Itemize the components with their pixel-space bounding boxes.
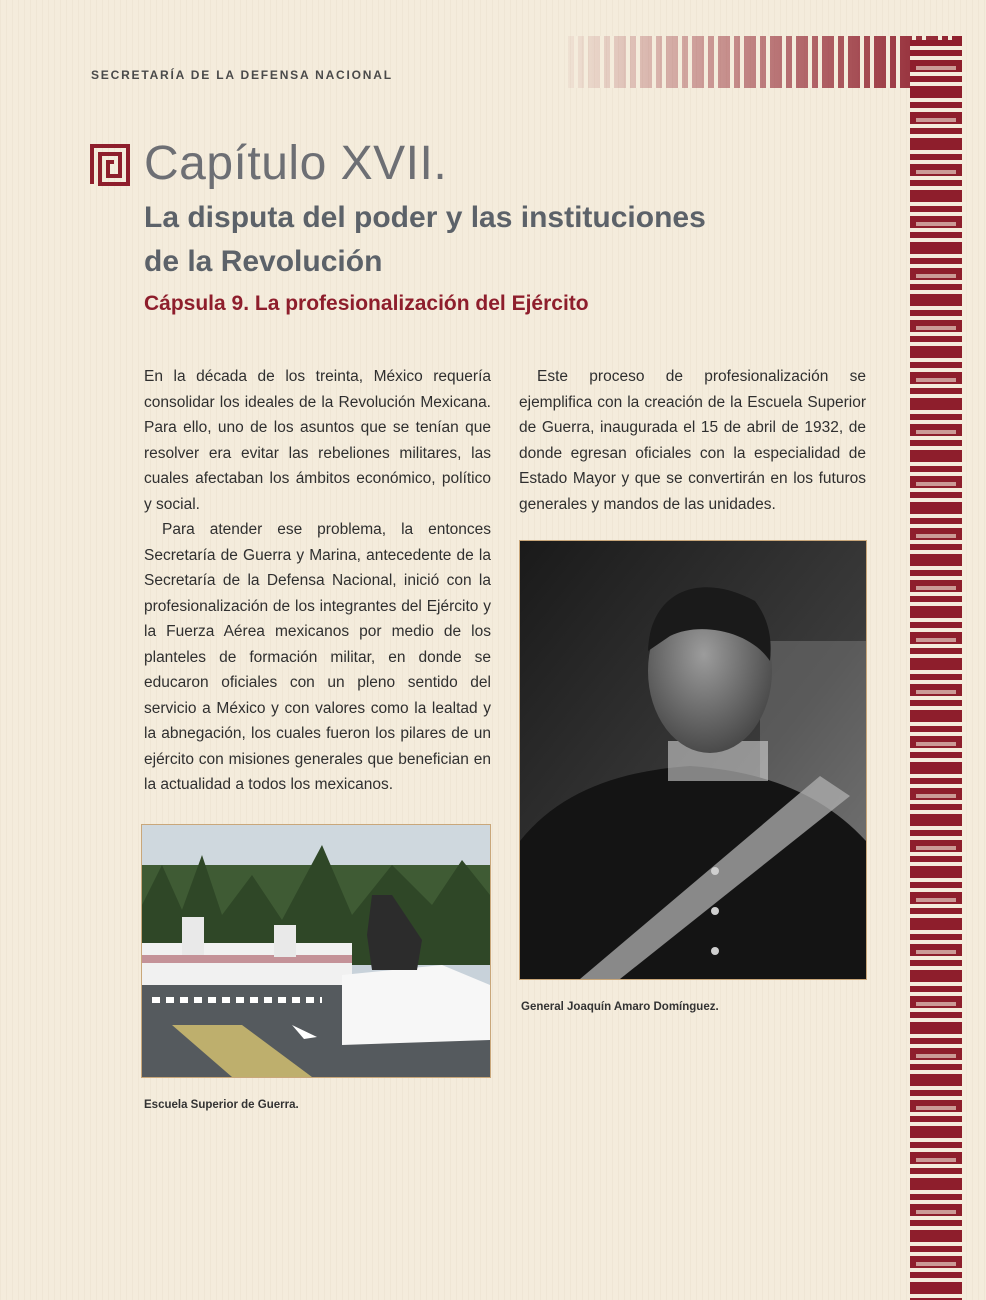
chapter-subtitle — [144, 196, 784, 284]
paragraph: En la década de los treinta, México requería consolidar los ideales de la Revolución Mexicana. Para ello, uno de los asuntos que se tenían que resolver era evitar las rebeliones militares, las cuales afectaban los ámbitos económico, político y social. — [144, 368, 491, 513]
subtitle-line-2: de la Revolución — [144, 245, 383, 278]
capsule-heading: Cápsula 9. La profesionalización del Ejército — [144, 292, 589, 315]
caption-school: Escuela Superior de Guerra. — [144, 1099, 299, 1111]
greek-key-border-right — [910, 40, 962, 1300]
paragraph: Para atender ese problema, la entonces Secretaría de Guerra y Marina, antecedente de la Secretaría de la Defensa Nacional, inició con la profesionalización de los integrantes del Ejército y la Fuerza Aérea mexicanos por medio de los planteles de formación militar, en donde se educaron oficiales con un pleno sentido del servicio a México y con valores como la lealtad y la abnegación, los cuales fueron los pilares de un ejército con misiones generales que benefician en la actualidad a todos los mexicanos. — [144, 521, 491, 793]
photo-school — [141, 824, 491, 1078]
subtitle-line-1: La disputa del poder y las instituciones — [144, 201, 706, 234]
left-column — [144, 364, 491, 798]
caption-general: General Joaquín Amaro Domínguez. — [521, 1001, 719, 1013]
right-column — [519, 364, 866, 517]
greek-key-border-top — [568, 36, 962, 88]
photo-general — [519, 540, 867, 980]
chapter-title: Capítulo XVII. — [144, 137, 448, 190]
header-organization: SECRETARÍA DE LA DEFENSA NACIONAL — [91, 68, 393, 82]
greek-key-icon — [90, 144, 130, 186]
paragraph: Este proceso de profesionalización se ejemplifica con la creación de la Escuela Superior de Guerra, inaugurada el 15 de abril de 1932, de donde egresan oficiales con la especialidad de Estado Mayor y que se convertirán en los futuros generales y mandos de las unidades. — [519, 368, 866, 513]
